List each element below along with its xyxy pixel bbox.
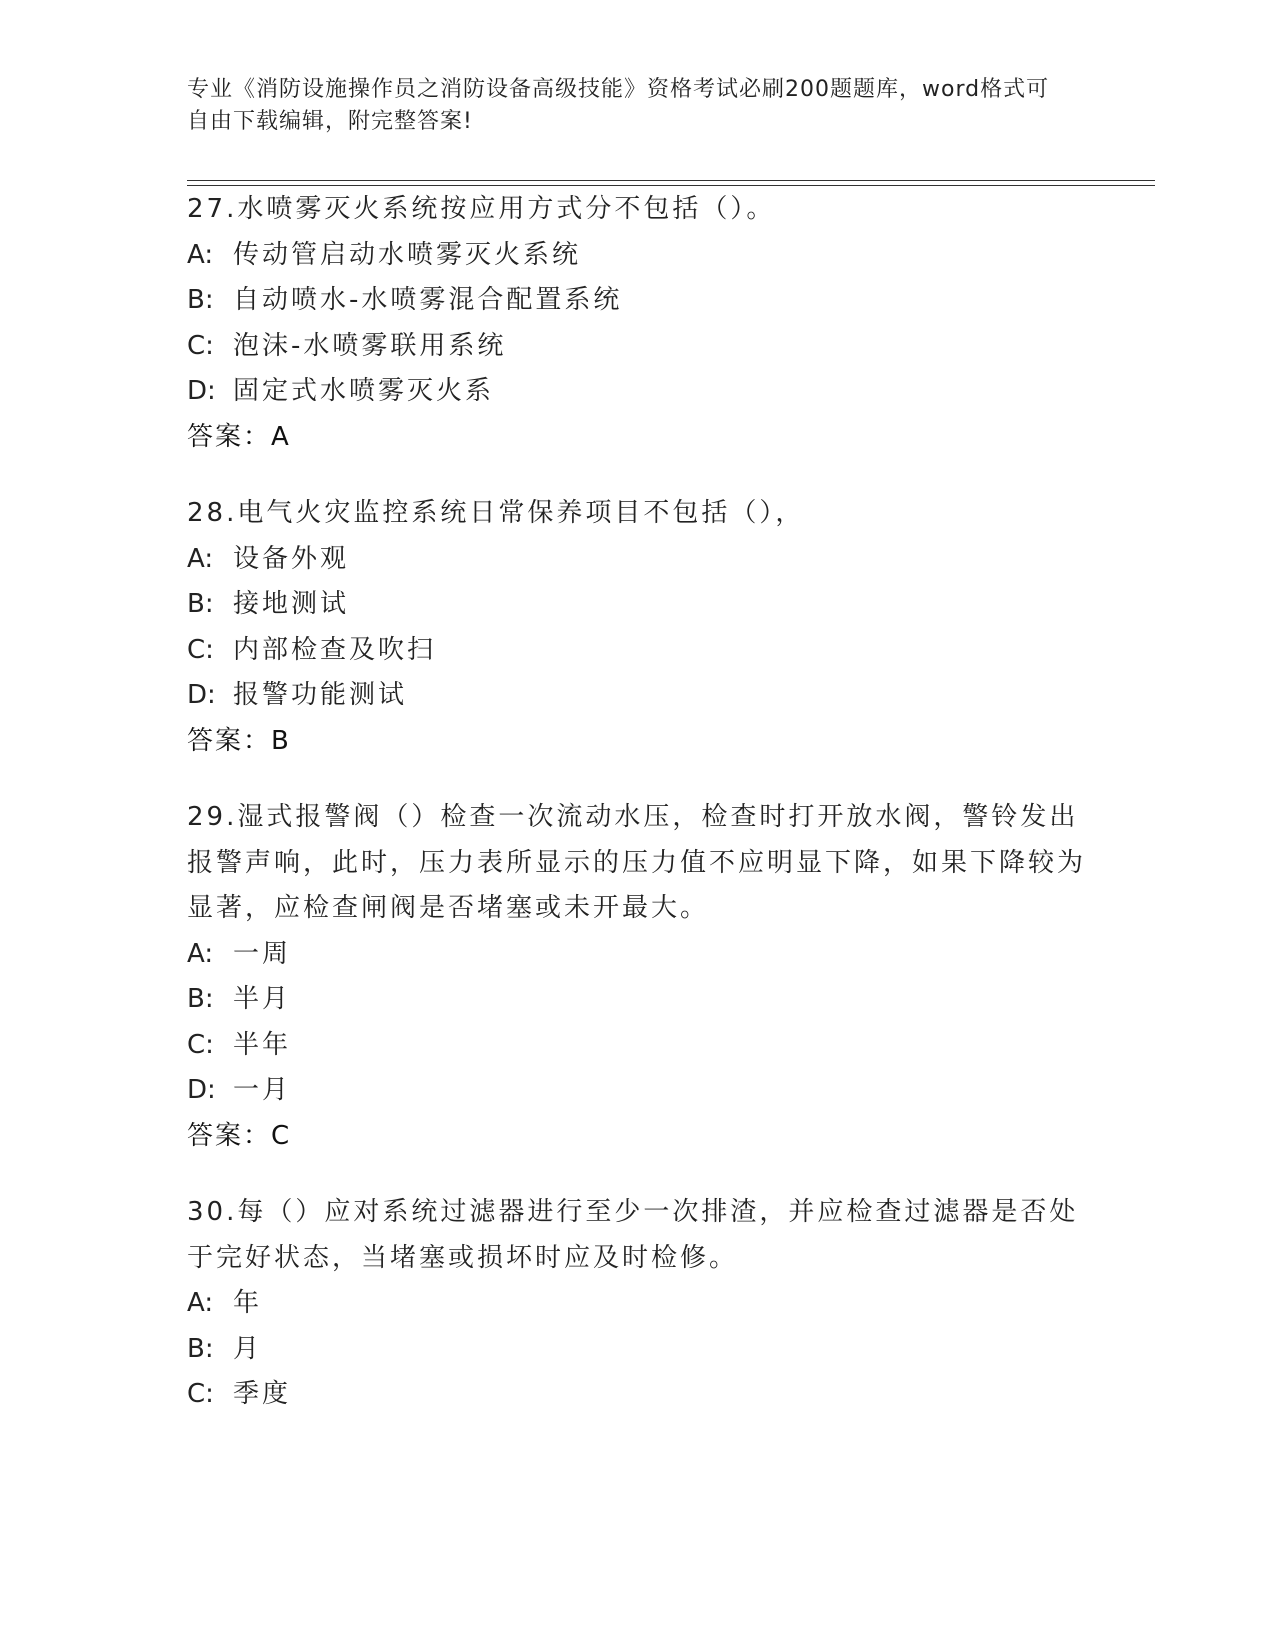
option-text: 设备外观 [233,543,350,574]
option-b [187,582,1087,628]
option-text: 固定式水喷雾灭火系 [233,376,495,406]
option-c [187,1023,1087,1069]
option-letter: A: [187,239,214,270]
option-d [187,673,1087,719]
option-letter: B: [187,285,214,315]
question-stem: 28.电气火灾监控系统日常保养项目不包括（）， [187,498,805,528]
option-text: 自动喷水-水喷雾混合配置系统 [233,285,623,315]
answer-line: 答案：B [187,725,291,756]
question-stem: 29.湿式报警阀（）检查一次流动水压，检查时打开放水阀，警铃发出报警声响，此时，压力表所显示的压力值不应明显下降，如果下降较为显著，应检查闸阀是否堵塞或未开最大。 [187,802,1087,923]
option-a [187,932,1087,978]
option-text: 一周 [233,938,292,969]
question-stem: 30.每（）应对系统过滤器进行至少一次排渣，并应检查过滤器是否处于完好状态，当堵塞或损坏时应及时检修。 [187,1197,1079,1273]
option-text: 季度 [233,1379,292,1409]
option-a [187,233,1087,279]
option-letter: C: [187,1379,214,1409]
question-29 [187,795,1087,1159]
option-letter: A: [187,1288,214,1318]
option-text: 报警功能测试 [233,680,408,710]
option-b [187,1327,1087,1373]
option-text: 月 [233,1333,263,1364]
option-d [187,369,1087,415]
option-text: 接地测试 [233,589,350,619]
option-letter: B: [187,589,214,619]
option-text: 年 [233,1288,263,1318]
header-divider-bottom [187,185,1155,186]
option-text: 半年 [233,1029,292,1060]
option-letter: C: [187,330,214,361]
option-letter: D: [187,1075,216,1105]
answer-line: 答案：A [187,421,291,452]
header-divider-top [187,180,1155,181]
option-text: 传动管启动水喷雾灭火系统 [233,239,582,270]
answer-line: 答案：C [187,1120,292,1151]
question-list [187,187,1087,1449]
option-letter: D: [187,376,216,406]
option-b [187,278,1087,324]
option-d [187,1068,1087,1114]
question-stem: 27.水喷雾灭火系统按应用方式分不包括（）。 [187,194,776,224]
option-b [187,977,1087,1023]
question-30 [187,1190,1087,1418]
option-text: 内部检查及吹扫 [233,634,437,665]
option-c [187,1372,1087,1418]
document-header-description: 专业《消防设施操作员之消防设备高级技能》资格考试必刷200题题库，word格式可自由下载编辑，附完整答案! [187,77,1050,134]
option-text: 泡沫-水喷雾联用系统 [233,330,507,361]
option-letter: C: [187,634,214,665]
option-text: 一月 [233,1075,292,1105]
option-letter: C: [187,1029,214,1060]
option-a [187,1281,1087,1327]
option-letter: A: [187,543,214,574]
option-c [187,324,1087,370]
option-letter: A: [187,938,214,969]
option-letter: B: [187,984,214,1014]
option-text: 半月 [233,984,292,1014]
question-27 [187,187,1087,460]
option-a [187,537,1087,583]
question-28 [187,491,1087,764]
option-letter: D: [187,680,216,710]
option-c [187,628,1087,674]
option-letter: B: [187,1333,214,1364]
